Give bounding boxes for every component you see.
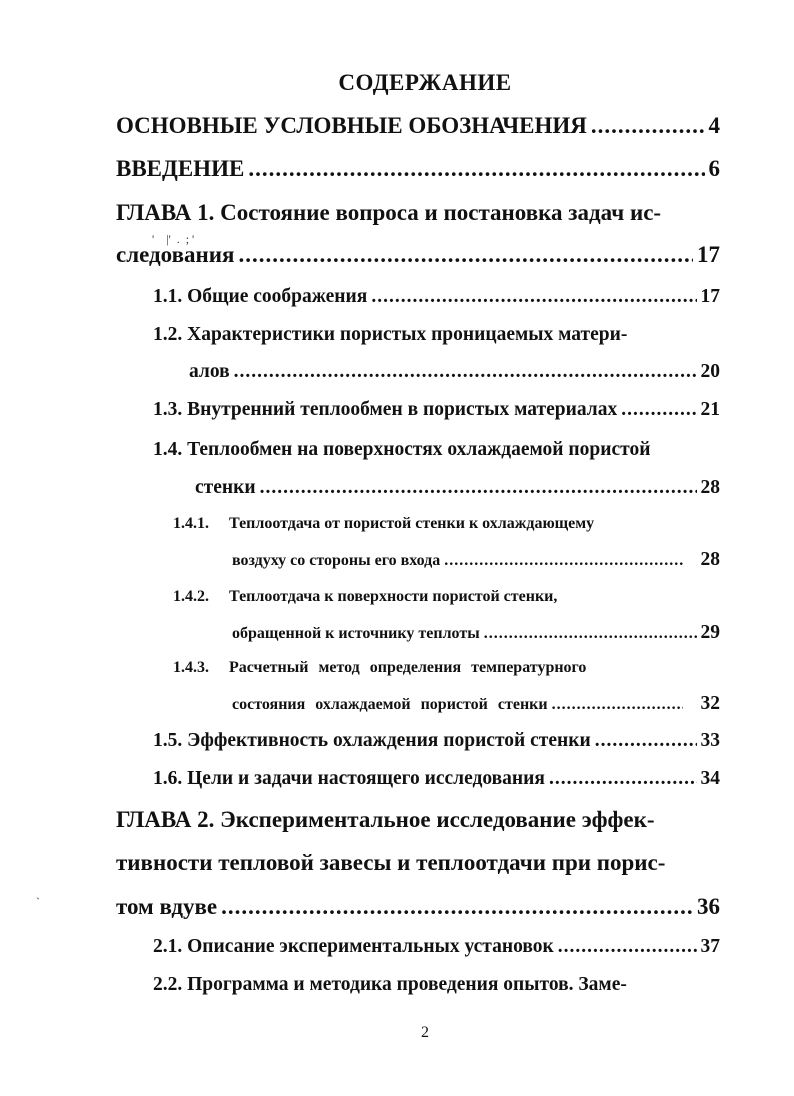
dot-leader xyxy=(552,696,683,714)
toc-chapter-2 xyxy=(116,894,720,920)
toc-entry-introduction xyxy=(116,156,720,182)
toc-subsection-1-4-3 xyxy=(232,693,720,715)
toc-page-number: 6 xyxy=(708,156,720,181)
toc-page-number: 33 xyxy=(700,730,720,751)
toc-chapter-2-line1: ГЛАВА 2. Экспериментальное исследование эффек- xyxy=(116,807,655,832)
toc-chapter-1-line1: ГЛАВА 1. Состояние вопроса и постановка задач ис- xyxy=(116,200,662,225)
toc-subsection-1-4-3-line1: Расчетный метод определения температурного xyxy=(229,659,587,676)
dot-leader xyxy=(221,894,693,920)
toc-page-number: 17 xyxy=(697,242,720,267)
dot-leader xyxy=(595,730,697,752)
toc-section-1-2-line1: 1.2. Характеристики пористых проницаемых матери- xyxy=(153,324,628,345)
toc-subsection-1-4-1-number: 1.4.1. xyxy=(173,515,209,532)
toc-entry-text: 1.5. Эффективность охлаждения пористой стенки xyxy=(153,730,591,751)
toc-page-number: 17 xyxy=(700,286,720,307)
dot-leader xyxy=(238,242,693,268)
dot-leader xyxy=(248,156,704,182)
toc-section-1-6 xyxy=(153,768,720,790)
toc-entry-text: стенки xyxy=(195,477,256,498)
dot-leader xyxy=(558,936,697,958)
scan-speck: ' |' . ; ' xyxy=(152,232,195,246)
toc-page-number: 28 xyxy=(700,549,720,570)
dot-leader xyxy=(621,399,696,421)
toc-entry-text: ОСНОВНЫЕ УСЛОВНЫЕ ОБОЗНАЧЕНИЯ xyxy=(116,113,587,138)
toc-entry-text: следования xyxy=(116,242,235,267)
toc-page-number: 36 xyxy=(697,894,720,919)
page-title: СОДЕРЖАНИЕ xyxy=(338,70,512,95)
toc-section-1-1 xyxy=(153,286,720,308)
dot-leader xyxy=(444,552,682,570)
toc-page-number: 29 xyxy=(700,622,720,643)
toc-entry-text: состояния охлаждаемой пористой стенки xyxy=(232,696,548,713)
toc-entry-text: обращенной к источнику теплоты xyxy=(232,625,480,642)
toc-page-number: 37 xyxy=(700,936,720,957)
toc-section-1-5 xyxy=(153,730,720,752)
toc-section-1-4-line1: 1.4. Теплообмен на поверхностях охлаждаемой пористой xyxy=(153,439,651,460)
dot-leader xyxy=(234,361,697,383)
dot-leader xyxy=(591,113,705,139)
toc-section-1-4 xyxy=(195,477,720,499)
toc-section-2-2-line1: 2.2. Программа и методика проведения опытов. Заме- xyxy=(153,974,627,995)
toc-page-number: 20 xyxy=(700,361,720,382)
toc-page-number: 34 xyxy=(700,768,720,789)
toc-entry-text: 2.1. Описание экспериментальных установок xyxy=(153,936,554,957)
toc-entry-text: том вдуве xyxy=(116,894,218,919)
toc-subsection-1-4-2 xyxy=(232,622,720,644)
dot-leader xyxy=(371,286,696,308)
dot-leader xyxy=(549,768,697,790)
page-number: 2 xyxy=(421,1024,429,1041)
toc-entry-text: ВВЕДЕНИЕ xyxy=(116,156,245,181)
toc-page-number: 21 xyxy=(700,399,720,420)
toc-entry-text: 1.3. Внутренний теплообмен в пористых материалах xyxy=(153,399,618,420)
toc-subsection-1-4-1 xyxy=(232,549,720,571)
scan-speck: ` xyxy=(36,895,40,909)
toc-page-number: 28 xyxy=(700,477,720,498)
toc-subsection-1-4-2-line1: Теплоотдача к поверхности пористой стенки, xyxy=(229,588,558,605)
toc-section-1-2 xyxy=(189,361,720,383)
toc-entry-symbols xyxy=(116,113,720,139)
toc-subsection-1-4-1-line1: Теплоотдача от пористой стенки к охлаждающему xyxy=(229,515,595,532)
toc-entry-text: 1.6. Цели и задачи настоящего исследования xyxy=(153,768,545,789)
dot-leader xyxy=(484,625,697,643)
toc-entry-text: 1.1. Общие соображения xyxy=(153,286,368,307)
toc-page-number: 32 xyxy=(700,693,720,714)
toc-entry-text: алов xyxy=(189,361,230,382)
toc-subsection-1-4-2-number: 1.4.2. xyxy=(173,588,209,605)
dot-leader xyxy=(260,477,697,499)
toc-subsection-1-4-3-number: 1.4.3. xyxy=(173,659,209,676)
toc-entry-text: воздуху со стороны его входа xyxy=(232,552,441,569)
toc-chapter-2-line2: тивности тепловой завесы и теплоотдачи при порис- xyxy=(116,850,666,875)
toc-chapter-1 xyxy=(116,242,720,268)
toc-section-2-1 xyxy=(153,936,720,958)
toc-page-number: 4 xyxy=(708,113,720,138)
toc-section-1-3 xyxy=(153,399,720,421)
